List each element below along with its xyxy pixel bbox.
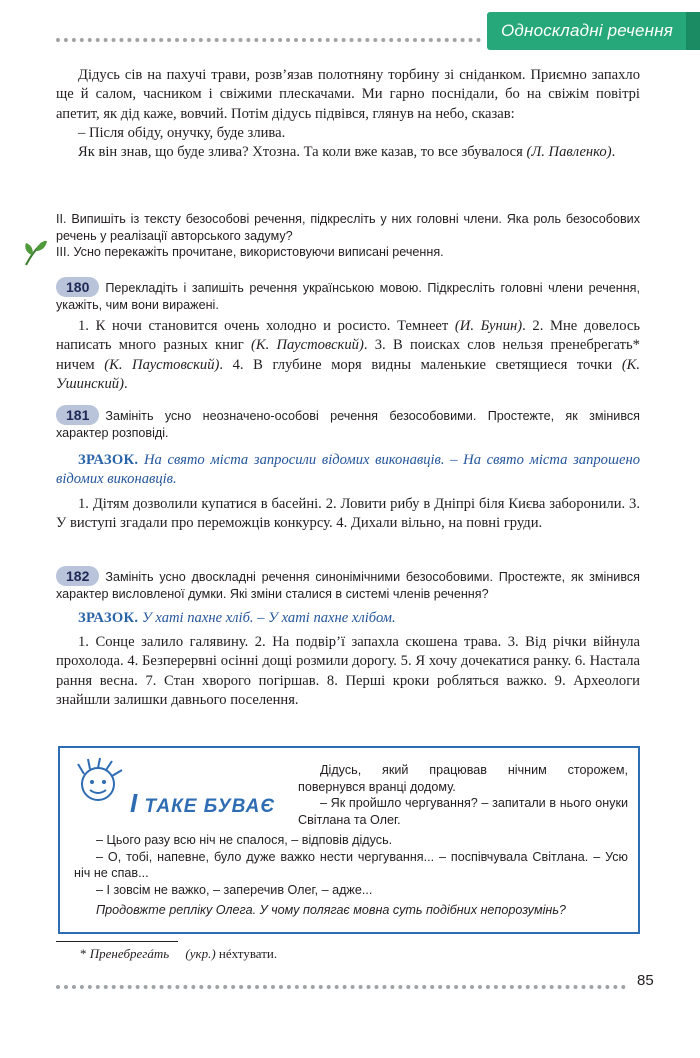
exercise-text bbox=[56, 317, 640, 394]
sentence: 1. К ночи становится очень холодно и росисто. Темнеет bbox=[78, 318, 455, 334]
example-label: ЗРАЗОК. bbox=[78, 452, 139, 468]
box-title bbox=[130, 788, 275, 819]
passage-paragraph: – Після обіду, онучку, буде злива. bbox=[78, 124, 286, 141]
page-number: 85 bbox=[637, 972, 654, 989]
footnote-translation: нéхтувати. bbox=[215, 946, 278, 961]
task-182-instruction bbox=[56, 566, 640, 603]
leaf-icon bbox=[22, 237, 48, 267]
task-182-sentences bbox=[56, 633, 640, 710]
example-line bbox=[56, 451, 640, 490]
instruction-iii: III. Усно перекажіть прочитане, використовуючи виписані речення. bbox=[56, 245, 444, 260]
footnote bbox=[80, 946, 277, 962]
punct: . bbox=[123, 375, 128, 392]
task-180-sentences bbox=[56, 317, 640, 394]
box-dialogue-top bbox=[298, 762, 628, 828]
task-instruction-text: Перекладіть і запишіть речення українською мовою. Підкресліть головні члени речення, укажіть, чим вони виражені. bbox=[56, 281, 640, 312]
box-question: Продовжте репліку Олега. У чому полягає мовна суть подібних непорозумінь? bbox=[96, 903, 566, 918]
story-passage bbox=[56, 66, 640, 162]
instructions-block bbox=[56, 211, 640, 261]
i-take-buvaie-box bbox=[58, 746, 640, 934]
task-180-instruction bbox=[56, 277, 640, 314]
task-instruction-text: Замініть усно неозначено-особові речення безособовими. Простежте, як змінився характер розповіді. bbox=[56, 409, 640, 440]
example-label: ЗРАЗОК. bbox=[78, 610, 139, 626]
task-181-sentences bbox=[56, 495, 640, 534]
dialogue-line: Дідусь, який працював нічним сторожем, повернувся вранці додому. bbox=[298, 763, 628, 794]
passage-paragraph: Дідусь сів на пахучі трави, розв’язав полотняну торбину зі сніданком. Приємно запахло ще й салом, часником і свіжими плескачами. Ми гарно поснідали, бо на свіжім повітрі апетит, як дід каже, вовчий. Потім дідусь підвівся, глянув на небо, сказав: bbox=[56, 67, 640, 122]
box-dialogue-bottom bbox=[74, 832, 628, 919]
task-182-example bbox=[56, 609, 640, 628]
source-citation: (Л. Павленко) bbox=[526, 144, 612, 161]
source-citation: (К. Паустовский) bbox=[104, 356, 220, 373]
footnote-word: Пренебрегáть bbox=[89, 946, 170, 961]
source-citation: (К. Паустовский) bbox=[251, 337, 364, 354]
source-citation: (И. Бунин) bbox=[454, 318, 523, 334]
instruction-ii: II. Випишіть із тексту безособові речення, підкресліть у них головні члени. Яка роль безособових речень у реалізації авторського задуму? bbox=[56, 212, 640, 243]
sentence: . 3. В поисках слов нельзя пренебрегать* ничем bbox=[56, 337, 640, 373]
bottom-dotted-rule bbox=[56, 985, 626, 989]
section-header-tab: Односкладні речення bbox=[487, 12, 700, 50]
passage-text: Як він знав, що буде злива? Хтозна. Та коли вже казав, то все збувалося bbox=[78, 144, 527, 161]
task-instruction-text: Замініть усно двоскладні речення синонімічними безособовими. Простежте, як змінився характер висловленої думки. Які зміни сталися в системі членів речення? bbox=[56, 570, 640, 601]
box-title-initial: І bbox=[130, 788, 139, 818]
source-citation: (К. Ушинский) bbox=[56, 356, 641, 392]
passage-paragraph bbox=[56, 143, 640, 162]
top-dotted-rule bbox=[56, 38, 481, 42]
dialogue-line: – О, тобі, напевне, було дуже важко нести чергування... – поспівчувала Світлана. – Усю ніч не спав... bbox=[74, 849, 628, 881]
dialogue-line: – Як пройшло чергування? – запитали в нього онуки Світлана та Олег. bbox=[298, 796, 628, 827]
punct: . bbox=[611, 144, 616, 161]
example-line bbox=[56, 609, 640, 628]
example-text: У хаті пахне хліб. – У хаті пахне хлібом. bbox=[138, 610, 396, 626]
task-181-example bbox=[56, 451, 640, 490]
footnote-divider bbox=[56, 941, 178, 942]
example-text: На свято міста запросили відомих виконавців. – На свято міста запрошено відомих виконавців. bbox=[56, 452, 640, 488]
dialogue-line: – Цього разу всю ніч не спалося, – відповів дідусь. bbox=[96, 833, 393, 847]
task-number-badge: 181 bbox=[56, 405, 99, 425]
task-181-instruction bbox=[56, 405, 640, 442]
footnote-lang: (укр.) bbox=[185, 946, 216, 961]
box-title-rest: ТАКЕ БУВАЄ bbox=[138, 796, 275, 817]
exercise-text: 1. Дітям дозволили купатися в басейні. 2. Ловити рибу в Дніпрі біля Києва заборонили. 3. У виступі згадали про переможців конкурсу. 4. Дихали вільно, на повні груди. bbox=[56, 496, 640, 532]
sentence: . 4. В глубине моря видны маленькие светящиеся точки bbox=[219, 356, 622, 373]
task-number-badge: 182 bbox=[56, 566, 99, 586]
footnote-star: * bbox=[80, 946, 90, 961]
task-number-badge: 180 bbox=[56, 277, 99, 297]
exercise-text: 1. Сонце залило галявину. 2. На подвір’ї запахла скошена трава. 3. Від річки війнула прохолода. 4. Безперервні осінні дощі розмили дорогу. 5. Я хочу дочекатися ранку. 6. Настала рання весна. 7. Стан хворого погіршав. 8. Перші кроки робляться важко. 9. Археологи знайшли залишки давнього поселення. bbox=[56, 634, 640, 708]
sentence: . 2. Мне довелось написать много разных книг bbox=[56, 318, 640, 354]
dialogue-line: – І зовсім не важко, – заперечив Олег, – адже... bbox=[96, 882, 373, 897]
